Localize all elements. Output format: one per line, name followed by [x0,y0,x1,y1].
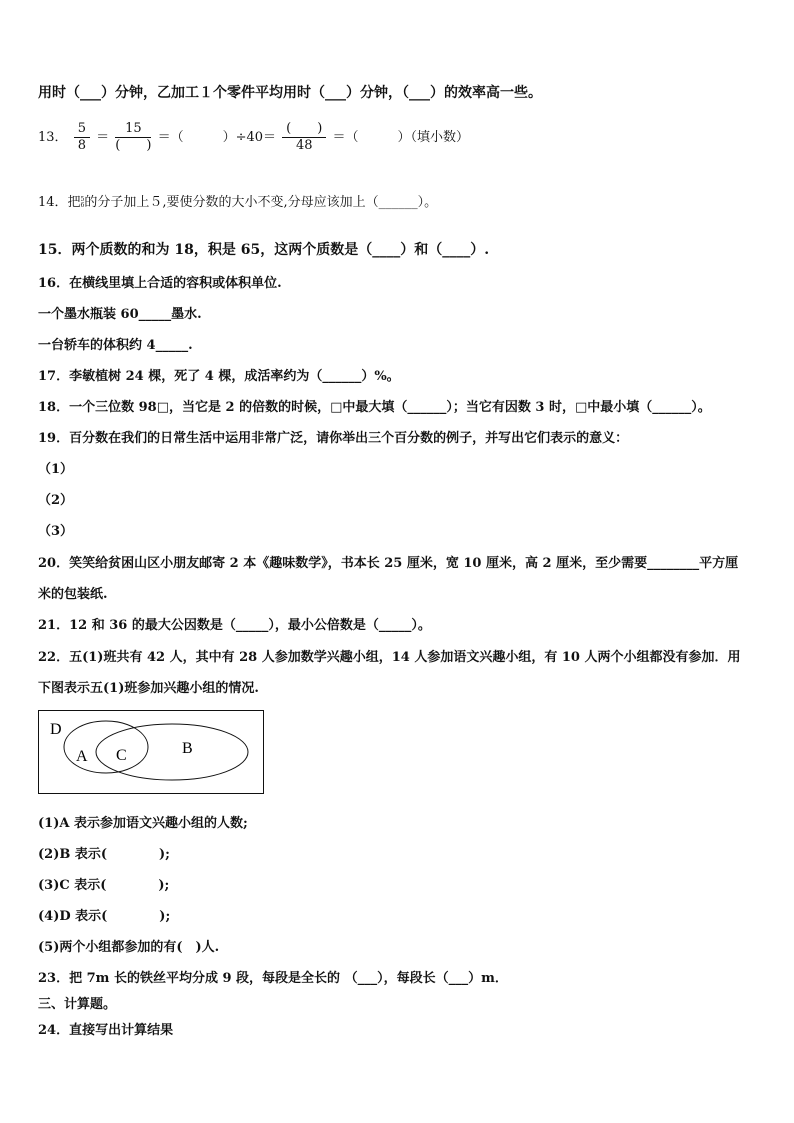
q13-middle: ＝（ ）÷40＝ [157,130,276,145]
q20-line-1: 20．笑笑给贫困山区小朋友邮寄 2 本《趣味数学》，书本长 25 厘米，宽 10 厘米，高 2 厘米，至少需要________平方厘 [38,556,739,571]
q13-equals: ＝ [96,130,110,145]
venn-diagram [38,710,264,794]
q14-line [38,191,437,210]
venn-frame [39,711,264,794]
q22-part-3: (3)C 表示( ); [38,878,170,893]
q16-item-a: 一个墨水瓶装 60_____墨水. [38,307,202,322]
q17-line: 17．李敏植树 24 棵，死了 4 棵，成活率约为（______）%。 [38,369,400,384]
q15-line: 15．两个质数的和为 18，积是 65，这两个质数是（____）和（____）. [38,242,490,258]
section-3-heading: 三、计算题。 [38,997,117,1012]
q19-answer-1: （1） [38,462,74,477]
q22-line-2: 下图表示五(1)班参加兴趣小组的情况. [38,681,259,696]
q20-line-2: 米的包装纸. [38,587,108,602]
q13-fraction-2-den: ( ) [115,138,152,153]
q13-number: 13． [38,130,68,145]
q19-answer-2: （2） [38,493,74,508]
q22-part-5: (5)两个小组都参加的有( )人. [38,940,220,955]
venn-ellipse-a [64,721,148,773]
q13-fraction-2 [115,121,151,154]
q22-part-2: (2)B 表示( ); [38,847,170,862]
q13-line [38,116,469,160]
q12-continuation: 用时（___）分钟，乙加工１个零件平均用时（___）分钟，（___）的效率高一些。 [38,85,542,101]
q14-small-fraction-num: 5 [80,195,85,203]
q13-fraction-2-num: 15 [115,121,151,138]
venn-label-a: A [76,748,88,765]
q22-part-4: (4)D 表示( ); [38,909,171,924]
venn-label-b: B [182,740,193,757]
q19-line: 19．百分数在我们的日常生活中运用非常广泛，请你举出三个百分数的例子，并写出它们表示的意义： [38,431,629,446]
q21-line: 21．12 和 36 的最大公因数是（_____），最小公倍数是（_____）。 [38,618,431,633]
q23-line: 23．把 7m 长的铁丝平均分成 9 段，每段是全长的 （___），每段长（___）m． [38,971,508,986]
q13-fraction-1 [74,121,90,154]
q18-line: 18．一个三位数 98□，当它是 2 的倍数的时候，□中最大填（______）；当它有因数 3 时，□中最小填（______）。 [38,400,711,415]
q13-end: ＝（ ）（填小数） [332,130,469,145]
q24-line: 24．直接写出计算结果 [38,1023,174,1038]
q13-fraction-1-den: 8 [77,138,86,153]
q14-rest: 的分子加上５,要使分数的大小不变,分母应该加上（______）。 [84,195,438,210]
q22-part-1: (1)A 表示参加语文兴趣小组的人数; [38,816,248,831]
q14-start: 14．把 [38,195,81,210]
q14-small-fraction-den: 6 [80,201,85,209]
q13-fraction-1-num: 5 [74,121,90,138]
q19-answer-3: （3） [38,524,74,539]
venn-label-d: D [50,721,62,738]
q13-fraction-3-num: ( ) [282,121,326,138]
q22-line-1: 22．五(1)班共有 42 人，其中有 28 人参加数学兴趣小组，14 人参加语文兴趣小组，有 10 人两个小组都没有参加．用 [38,650,741,665]
venn-label-c: C [116,747,127,764]
q13-fraction-3 [282,121,326,154]
q16-item-b: 一台轿车的体积约 4_____. [38,338,193,353]
q16-line: 16．在横线里填上合适的容积或体积单位. [38,276,282,291]
q13-fraction-3-den: 48 [295,138,313,153]
